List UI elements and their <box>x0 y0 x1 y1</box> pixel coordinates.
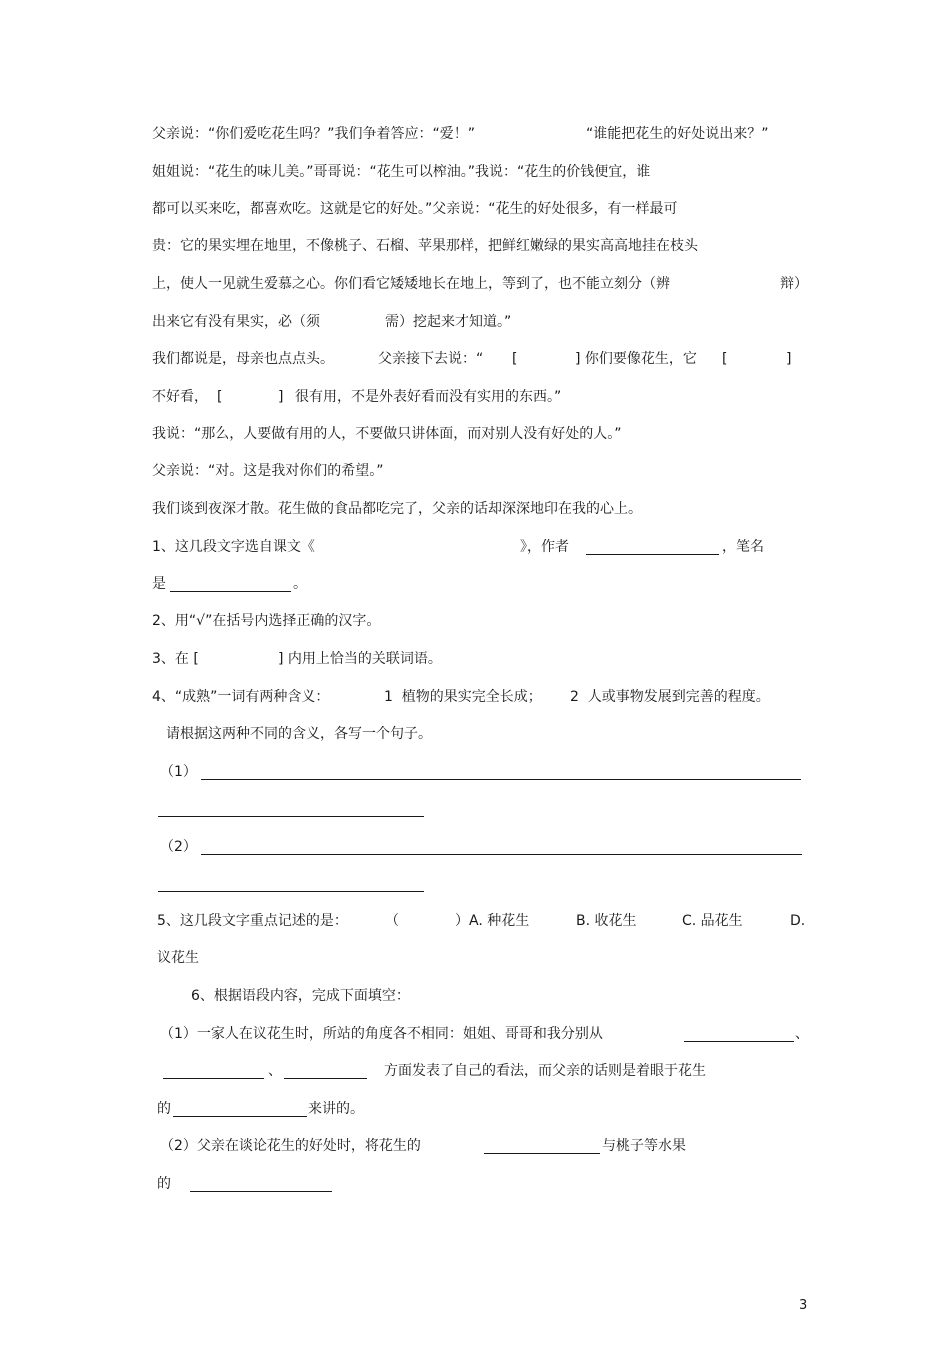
passage-line-1b: “谁能把花生的好处说出来？” <box>586 126 769 142</box>
passage-line-3: 都可以买来吃，都喜欢吃。这就是它的好处。”父亲说：“花生的好处很多，有一样最可 <box>152 201 678 217</box>
bracket-open-1: [ <box>512 351 518 367</box>
penname-blank[interactable] <box>170 591 291 592</box>
passage-line-6b: 需）挖起来才知道。” <box>385 314 512 330</box>
question-6-1-of: 的 <box>157 1101 171 1117</box>
passage-line-9: 我说：“那么，人要做有用的人，不要做只讲体面，而对别人没有好处的人。” <box>152 426 622 442</box>
question-4-prefix: 4、“成熟”一词有两种含义： <box>152 689 330 705</box>
question-1-author-label: 》，作者 <box>520 539 569 555</box>
bracket-close-2: ] <box>786 351 792 367</box>
passage-line-10: 父亲说：“对。这是我对你们的希望。” <box>152 463 384 479</box>
question-4-meaning-1: 1 植物的果实完全长成； <box>384 689 542 705</box>
passage-line-7d: ] 你们要像花生，它 <box>575 351 697 367</box>
option-d-text: 议花生 <box>157 950 199 966</box>
answer-line-2b[interactable] <box>158 891 424 892</box>
question-3-prefix: 3、在 [ <box>152 651 199 667</box>
question-6-1-prefix: （1）一家人在议花生时，所站的角度各不相同：姐姐、哥哥和我分别从 <box>160 1026 603 1042</box>
bracket-open-3: [ <box>217 389 223 405</box>
question-1-penname-label: ，笔名 <box>722 539 764 555</box>
answer-line-2a[interactable] <box>201 854 802 855</box>
passage-line-8d: 很有用，不是外表好看而没有实用的东西。” <box>295 389 562 405</box>
blank-6-2-b[interactable] <box>190 1191 332 1192</box>
passage-line-11: 我们谈到夜深才散。花生做的食品都吃完了，父亲的话却深深地印在我的心上。 <box>152 501 642 517</box>
option-d: D. <box>790 913 806 929</box>
question-5-paren-open: （ <box>385 913 399 929</box>
blank-6-1-d[interactable] <box>173 1116 307 1117</box>
passage-line-5a: 上，使人一见就生爱慕之心。你们看它矮矮地长在地上，等到了，也不能立刻分（辨 <box>152 276 670 292</box>
option-a: ）A. 种花生 <box>455 913 530 929</box>
question-1-period: 。 <box>293 576 307 592</box>
blank-6-2-a[interactable] <box>484 1153 600 1154</box>
passage-line-7b: 父亲接下去说：“ <box>378 351 484 367</box>
bracket-open-2: [ <box>722 351 728 367</box>
answer-line-1a[interactable] <box>201 779 801 780</box>
question-6-2-mid: 与桃子等水果 <box>602 1138 686 1154</box>
blank-6-1-c[interactable] <box>284 1078 367 1079</box>
question-4-instruction: 请根据这两种不同的含义，各写一个句子。 <box>166 726 432 742</box>
page-number: 3 <box>799 1298 808 1313</box>
blank-6-1-b[interactable] <box>163 1078 264 1079</box>
question-6-1-sep-1: 、 <box>795 1026 809 1042</box>
question-3-suffix: ] 内用上恰当的关联词语。 <box>278 651 442 667</box>
option-c: C. 品花生 <box>682 913 743 929</box>
bracket-close-3: ] <box>278 389 284 405</box>
passage-line-2: 姐姐说：“花生的味儿美。”哥哥说：“花生可以榨油。”我说：“花生的价钱便宜，谁 <box>152 164 651 180</box>
question-4-item-2: （2） <box>160 839 197 855</box>
question-1-is: 是 <box>152 576 166 592</box>
question-4-meaning-2: 2 人或事物发展到完善的程度。 <box>570 689 770 705</box>
blank-6-1-a[interactable] <box>684 1041 794 1042</box>
question-1-prefix: 1、这几段文字选自课文《 <box>152 539 315 555</box>
question-4-item-1: （1） <box>160 764 197 780</box>
passage-line-1a: 父亲说：“你们爱吃花生吗？”我们争着答应：“爱！” <box>152 126 476 142</box>
question-6-2-of: 的 <box>157 1176 171 1192</box>
passage-line-5b: 辩） <box>780 276 808 292</box>
passage-line-7a: 我们都说是，母亲也点点头。 <box>152 351 334 367</box>
passage-line-4: 贵：它的果实埋在地里，不像桃子、石榴、苹果那样，把鲜红嫩绿的果实高高地挂在枝头 <box>152 238 698 254</box>
question-5-prefix: 5、这几段文字重点记述的是： <box>157 913 348 929</box>
passage-line-6a: 出来它有没有果实，必（须 <box>152 314 320 330</box>
question-6: 6、根据语段内容，完成下面填空： <box>191 988 410 1004</box>
question-6-2-prefix: （2）父亲在谈论花生的好处时，将花生的 <box>160 1138 421 1154</box>
passage-line-8a: 不好看， <box>152 389 208 405</box>
question-6-1-sep-2: 、 <box>268 1063 282 1079</box>
author-blank[interactable] <box>586 554 719 555</box>
question-6-1-mid: 方面发表了自己的看法，而父亲的话则是着眼于花生 <box>384 1063 706 1079</box>
question-2: 2、用“√”在括号内选择正确的汉字。 <box>152 613 381 629</box>
option-b: B. 收花生 <box>576 913 637 929</box>
question-6-1-end: 来讲的。 <box>308 1101 364 1117</box>
answer-line-1b[interactable] <box>158 816 424 817</box>
